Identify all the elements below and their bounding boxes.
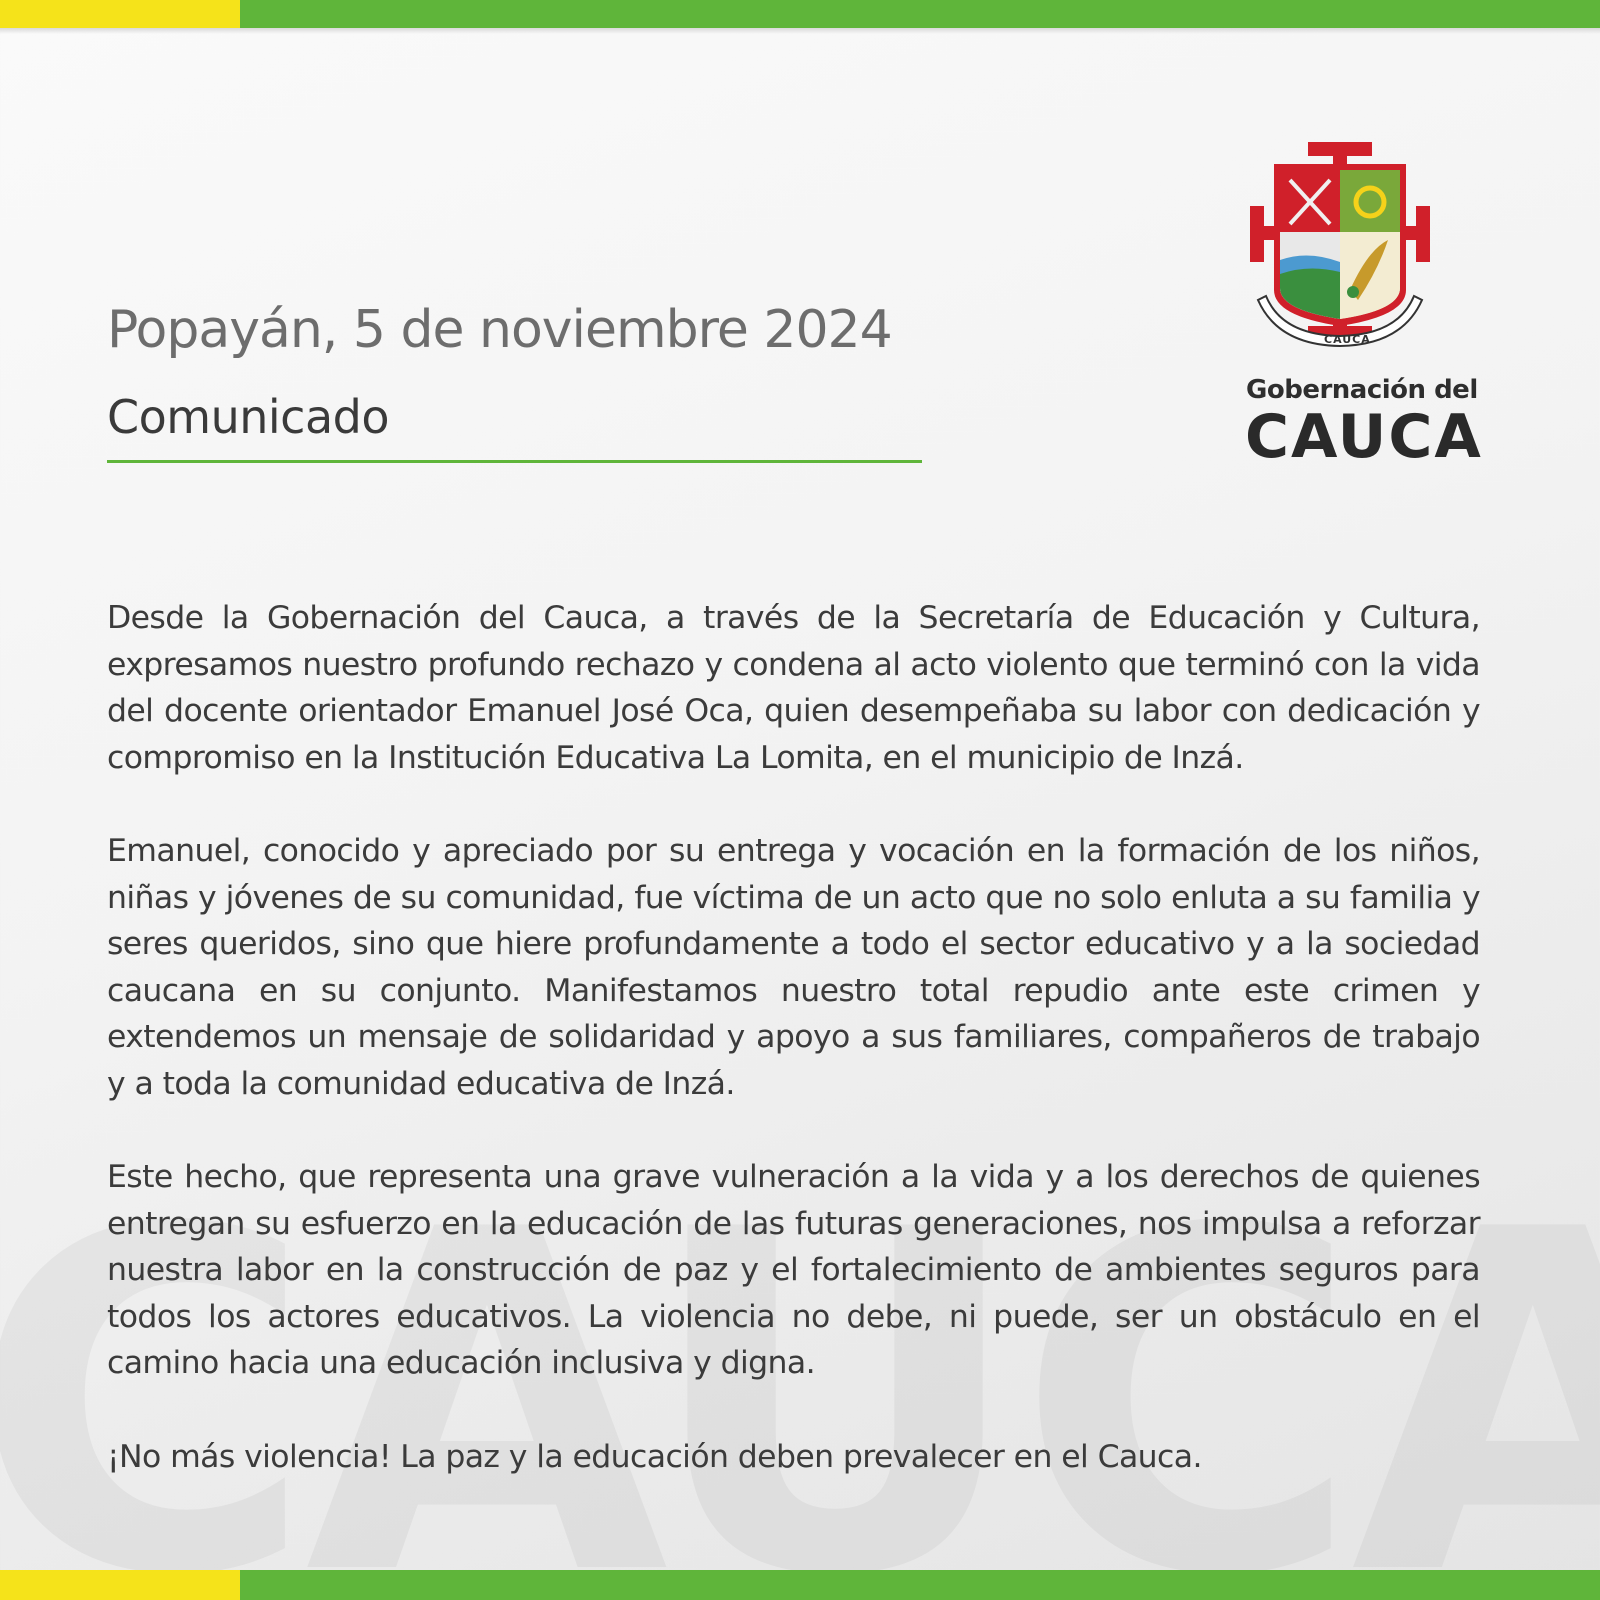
- top-bar-green: [240, 0, 1600, 28]
- title-divider: [107, 460, 922, 463]
- statement-body: [107, 595, 1480, 1527]
- paragraph: Desde la Gobernación del Cauca, a través de la Secretaría de Educación y Cultura, expresamos nuestro profundo rechazo y condena al acto violento que terminó con la vida del docente orientador Emanuel José Oca, quien desempeñaba su labor con dedicación y compromiso en la Institución Educativa La Lomita, en el municipio de Inzá.: [107, 600, 1480, 776]
- bottom-bar-green: [240, 1570, 1600, 1600]
- organization-name-line1: Gobernación del: [1246, 375, 1478, 405]
- paragraph: Emanuel, conocido y apreciado por su entrega y vocación en la formación de los niños, niñas y jóvenes de su comunidad, fue víctima de un acto que no solo enluta a su familia y seres queridos, sino que hiere profundamente a todo el sector educativo y a la sociedad caucana en su conjunto. Manifestamos nuestro total repudio ante este crimen y extendemos un mensaje de solidaridad y apoyo a sus familiares, compañeros de trabajo y a toda la comunidad educativa de Inzá.: [107, 833, 1480, 1102]
- top-color-bar: [0, 0, 1600, 28]
- paragraph: Este hecho, que representa una grave vulneración a la vida y a los derechos de quienes entregan su esfuerzo en la educación de las futuras generaciones, nos impulsa a reforzar nuestra labor en la construcción de paz y el fortalecimiento de ambientes seguros para todos los actores educativos. La violencia no debe, ni puede, ser un obstáculo en el camino hacia una educación inclusiva y digna.: [107, 1159, 1480, 1381]
- top-bar-yellow: [0, 0, 240, 28]
- bottom-bar-yellow: [0, 1570, 240, 1600]
- closing-statement: ¡No más violencia! La paz y la educación deben prevalecer en el Cauca.: [107, 1438, 1202, 1475]
- document-date: Popayán, 5 de noviembre 2024: [107, 300, 892, 360]
- organization-name-line2: CAUCA: [1245, 402, 1483, 472]
- bottom-color-bar: [0, 1570, 1600, 1600]
- document-type: Comunicado: [107, 390, 389, 444]
- crest-ribbon-label: CAUCA: [1324, 333, 1371, 346]
